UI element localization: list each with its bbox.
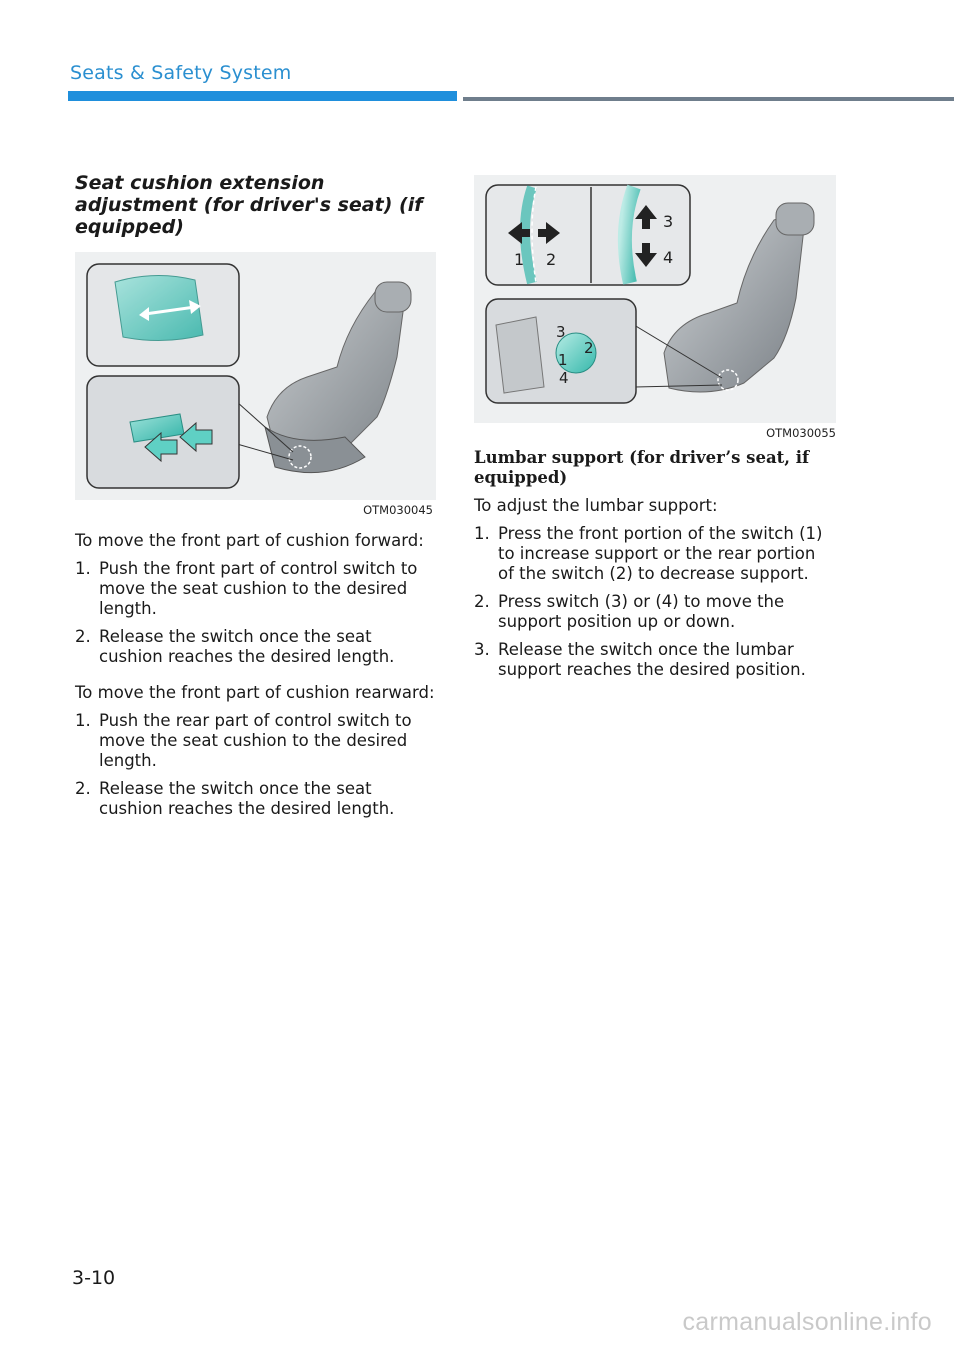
list-item: 2. Release the switch once the seat cushion reaches the desired length. xyxy=(75,779,395,818)
lumbar-steps xyxy=(474,524,836,680)
svg-text:2: 2 xyxy=(546,250,557,269)
seat-illustration-icon xyxy=(75,252,436,500)
svg-text:3: 3 xyxy=(556,323,566,341)
right-column xyxy=(474,175,836,688)
svg-text:1: 1 xyxy=(514,250,525,269)
section-header-title: Seats & Safety System xyxy=(70,62,292,84)
svg-text:2: 2 xyxy=(584,339,594,357)
forward-intro: To move the front part of cushion forward: xyxy=(75,531,424,550)
list-item: 3. Release the switch once the lumbar support reaches the desired position. xyxy=(474,640,806,679)
header-rule-accent xyxy=(68,91,457,101)
lumbar-illustration-icon xyxy=(474,175,836,423)
list-item: 1. Push the rear part of control switch to move the seat cushion to the desired length. xyxy=(75,711,412,770)
lumbar-intro: To adjust the lumbar support: xyxy=(474,496,718,515)
svg-text:1: 1 xyxy=(558,351,568,369)
figure-code: OTM030055 xyxy=(766,426,836,440)
figure-code: OTM030045 xyxy=(363,503,433,517)
forward-steps xyxy=(75,559,437,667)
rearward-steps xyxy=(75,711,437,819)
svg-text:3: 3 xyxy=(663,212,674,231)
svg-text:4: 4 xyxy=(559,369,569,387)
list-item: 1. Press the front portion of the switch (1) to increase support or the rear portion of the switch (2) to decrease support. xyxy=(474,524,823,583)
header-rule xyxy=(463,97,954,101)
list-item: 2. Press switch (3) or (4) to move the support position up or down. xyxy=(474,592,785,631)
rearward-intro: To move the front part of cushion rearward: xyxy=(75,683,435,702)
list-item: 1. Push the front part of control switch to move the seat cushion to the desired length. xyxy=(75,559,418,618)
lumbar-support-heading: Lumbar support (for driver’s seat, if equipped) xyxy=(474,448,810,487)
page-number: 3-10 xyxy=(72,1267,116,1289)
watermark: carmanualsonline.info xyxy=(682,1308,932,1336)
lumbar-support-illustration xyxy=(474,175,836,423)
cushion-extension-heading: Seat cushion extension adjustment (for driver's seat) (if equipped) xyxy=(75,172,423,238)
cushion-extension-illustration xyxy=(75,252,436,500)
svg-text:4: 4 xyxy=(663,248,674,267)
left-column xyxy=(75,172,437,827)
list-item: 2. Release the switch once the seat cushion reaches the desired length. xyxy=(75,627,395,666)
